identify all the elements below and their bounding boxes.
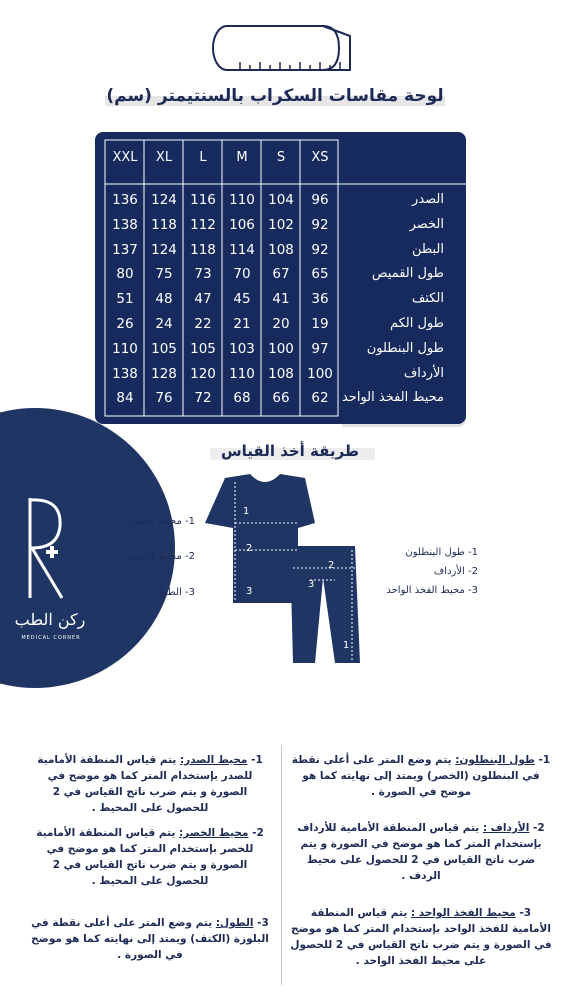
table-cell: 65	[311, 266, 329, 283]
row-label: طول البنطلون	[366, 340, 444, 356]
instruction-pants-thigh: 3- محيط الفخذ الواحد : يتم قياس المنطقة الأمامية للفخذ الواحد بإستخدام المتر كما هو موضح في الصورة و يتم ضرب ناتج القياس في 2 للحصول على محيط الفخذ الواحد .	[290, 907, 552, 967]
shirt-label-waist: 2- محيط الخصر	[127, 551, 195, 562]
pants-number-1: 1	[343, 640, 350, 651]
instruction-shirt-length: 3- الطول: يتم وضع المتر على أعلى نقطة في البلوزة (الكتف) ويمتد إلى نهايته كما هو موضح في الصورة .	[31, 917, 269, 961]
table-cell: 103	[229, 340, 255, 357]
table-cell: 22	[194, 316, 212, 332]
row-label: الصدر	[412, 192, 444, 207]
table-cell: 26	[116, 316, 134, 332]
table-cell: 102	[268, 216, 294, 233]
table-cell: 24	[155, 316, 173, 332]
pants-number-2: 2	[328, 560, 335, 571]
table-cell: 112	[190, 216, 216, 233]
table-cell: 80	[116, 266, 134, 283]
table-cell: 47	[194, 291, 212, 308]
table-cell: 138	[112, 365, 138, 382]
table-cell: 76	[155, 390, 173, 407]
pants-label-thigh: 3- محيط الفخذ الواحد	[386, 585, 478, 596]
table-cell: 67	[272, 266, 290, 283]
table-cell: 97	[311, 340, 329, 357]
row-label: محيط الفخذ الواحد	[341, 390, 444, 406]
table-cell: 108	[268, 241, 294, 258]
row-label: البطن	[411, 241, 444, 257]
table-cell: 41	[272, 291, 290, 308]
instruction-pants-hips: 2- الأرداف : يتم قياس المنطقة الأمامية للأرداف بإستخدام المتر كما هو موضح في الصورة و يتم ضرب ناتج القياس في 2 للحصول على محيط الردف .	[297, 822, 545, 882]
table-cell: 137	[112, 241, 138, 258]
shirt-number-2: 2	[246, 543, 253, 554]
table-cell: 106	[229, 216, 255, 233]
row-label: الخصر	[409, 216, 444, 232]
table-cell: 120	[190, 365, 216, 382]
size-header-s: S	[276, 150, 286, 165]
table-cell: 20	[272, 316, 290, 332]
size-header-l: L	[199, 150, 207, 165]
shirt-label-chest: 1- محيط الصدر	[129, 516, 195, 527]
table-cell: 68	[233, 390, 251, 407]
table-cell: 96	[311, 192, 329, 208]
table-cell: 138	[112, 216, 138, 233]
table-cell: 75	[155, 266, 173, 283]
table-cell: 124	[151, 192, 177, 208]
brand-name-arabic: ركن الطب	[14, 610, 86, 629]
measuring-tape-icon	[205, 10, 355, 85]
row-label: الكتف	[411, 291, 444, 307]
size-header-xxl: XXL	[112, 150, 138, 165]
size-chart-table	[95, 132, 466, 424]
table-cell: 108	[268, 365, 294, 382]
table-cell: 72	[194, 390, 212, 407]
table-cell: 116	[190, 192, 216, 208]
pants-number-3: 3	[308, 579, 315, 590]
table-cell: 110	[112, 340, 138, 357]
table-cell: 100	[307, 365, 333, 382]
table-cell: 66	[272, 390, 290, 407]
measurement-diagram	[195, 468, 365, 678]
table-cell: 51	[116, 291, 134, 308]
table-cell: 124	[151, 241, 177, 258]
table-cell: 92	[311, 216, 329, 233]
page-title: لوحة مقاسات السكراب بالسنتيمتر (سم)	[106, 86, 444, 106]
table-cell: 45	[233, 291, 251, 308]
size-header-m: M	[236, 150, 248, 165]
size-header-xs: XS	[311, 150, 329, 165]
shirt-number-1: 1	[243, 506, 250, 517]
row-label: طول القميص	[371, 266, 444, 282]
table-cell: 136	[112, 192, 138, 208]
table-cell: 105	[190, 340, 216, 357]
size-header-xl: XL	[155, 150, 173, 165]
table-cell: 62	[311, 390, 329, 407]
table-cell: 92	[311, 241, 329, 258]
how-to-measure-title: طريقة أخذ القياس	[220, 442, 360, 460]
brand-name-english: MEDICAL CORNER	[21, 635, 81, 641]
table-cell: 36	[311, 291, 329, 308]
shirt-number-3: 3	[246, 586, 253, 597]
table-cell: 84	[116, 390, 134, 407]
table-cell: 48	[155, 291, 173, 308]
column-divider	[281, 745, 282, 985]
row-label: الأرداف	[403, 365, 444, 381]
pants-shape	[290, 546, 360, 663]
shirt-label-length: 3- الطول	[155, 587, 195, 598]
table-cell: 105	[151, 340, 177, 357]
instruction-shirt-chest: 1- محيط الصدر: يتم قياس المنطقة الأمامية للصدر بإستخدام المتر كما هو موضح في الصورة و يتم ضرب ناتج القياس في 2 للحصول على المحيط .	[37, 754, 263, 814]
row-label: طول الكم	[389, 316, 444, 331]
table-cell: 70	[233, 266, 251, 283]
pants-label-hips: 2- الأرداف	[433, 566, 478, 577]
table-cell: 104	[268, 192, 294, 208]
table-cell: 19	[311, 316, 329, 332]
table-cell: 110	[229, 365, 255, 382]
pants-label-length: 1- طول البنطلون	[405, 547, 478, 558]
table-cell: 110	[229, 192, 255, 208]
table-cell: 128	[151, 365, 177, 382]
table-cell: 21	[233, 316, 251, 332]
table-cell: 100	[268, 340, 294, 357]
table-cell: 118	[190, 241, 216, 258]
table-cell: 73	[194, 266, 212, 283]
instruction-pants-length: 1- طول البنطلون: يتم وضع المتر على أعلى نقطة في البنطلون (الخصر) ويمتد إلى نهايته كما هو موضح في الصورة .	[291, 754, 551, 798]
instruction-shirt-waist: 2- محيط الخصر: يتم قياس المنطقة الأمامية للخصر بإستخدام المتر كما هو موضح في الصورة و يتم ضرب ناتج القياس في 2 للحصول على المحيط .	[36, 827, 264, 887]
table-cell: 114	[229, 241, 255, 258]
table-cell: 118	[151, 216, 177, 233]
brand-logo-icon	[12, 488, 72, 608]
